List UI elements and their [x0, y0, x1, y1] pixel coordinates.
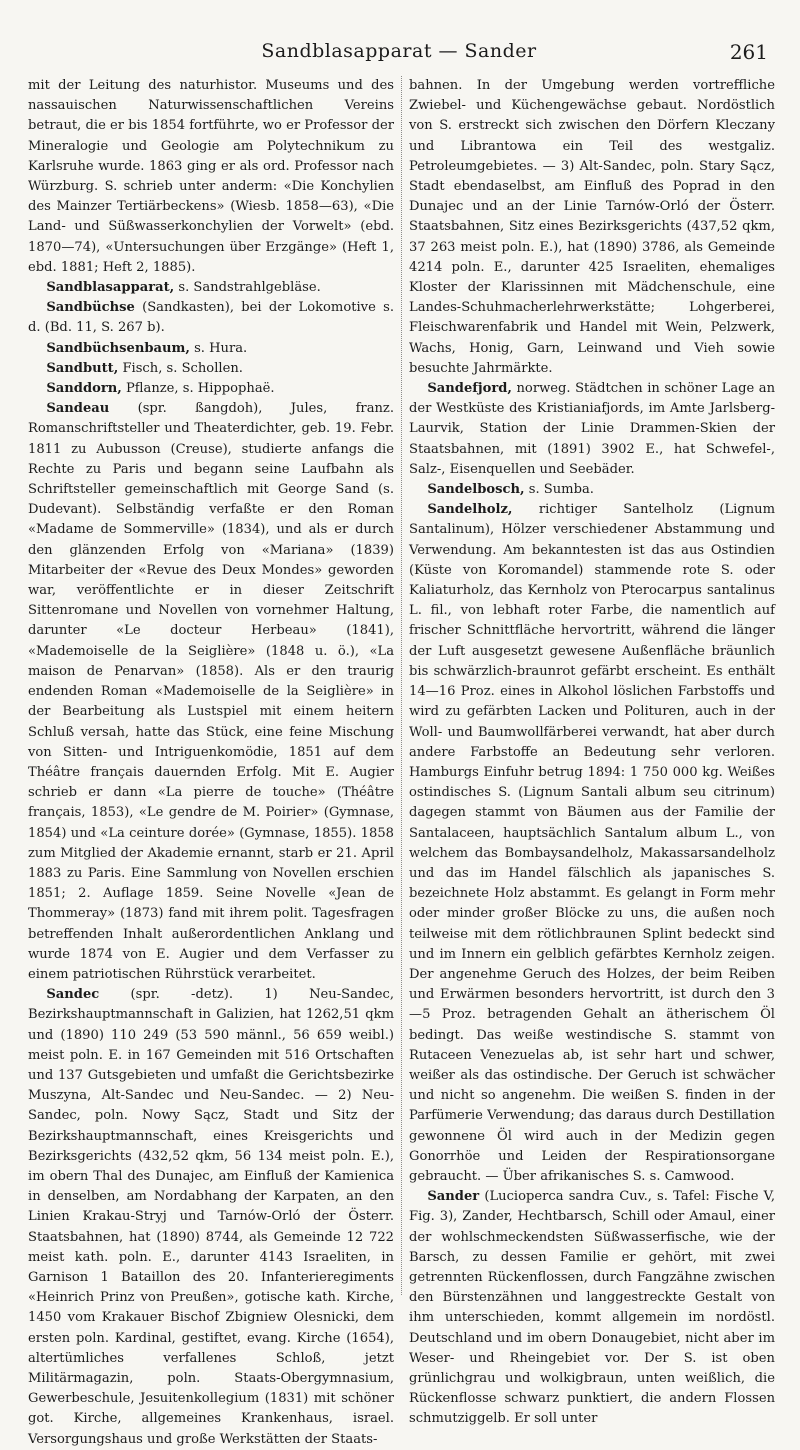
entry-text: s. Hura. — [189, 340, 248, 356]
entry-text: bahnen. In der Umgebung werden vortreffliche Zwiebel- und Küchengewächse gebaut. Nordöstlich von S. erstreckt sich zwischen den Dörfern Kleczany und Librantowa ein Teil des westgaliz. Petroleumgebietes. — 3) Alt-Sandec, poln. Stary Sącz, Stadt ebendaselbst, am Einfluß des Poprad in den Dunajec und an der Linie Tarnów-Orló der Österr. Staatsbahnen, Sitz eines Bezirksgerichts (437,52 qkm, 37 263 meist poln. E.), hat (1890) 3786, als Gemeinde 4214 poln. E., darunter 425 Israeliten, ehemaliges Kloster der Klarissinnen mit Mädchenschule, eine Landes-Schuhmacherlehrwerkstätte; Lohgerberei, Fleischwarenfabrik und Handel mit Wein, Pelzwerk, Wachs, Honig, Garn, Leinwand und Vieh sowie besuchte Jahrmärkte. — [409, 78, 775, 376]
entry-sandeau — [28, 399, 394, 985]
entry-sandelbosch — [409, 480, 775, 500]
entry-sandelholz — [409, 500, 775, 1187]
entry-sandbuechse — [28, 298, 394, 338]
entry-sandbuechsenbaum — [28, 339, 394, 359]
column-divider — [401, 76, 402, 1295]
entry-lemma: Sandeau — [46, 401, 110, 417]
entry-text: (spr. -detz). 1) Neu-Sandec, Bezirkshauptmannschaft in Galizien, hat 1262,51 qkm und (1890) 110 249 (53 590 männl., 56 659 weibl.) meist poln. E. in 167 Gemeinden mit 516 Ortschaften und 137 Gutsgebieten und umfaßt die Gerichtsbezirke Muszyna, Alt-Sandec und Neu-Sandec. — 2) Neu-Sandec, poln. Nowy Sącz, Stadt und Sitz der Bezirkshauptmannschaft, eines Kreisgerichts und Bezirksgerichts (432,52 qkm, 56 134 meist poln. E.), im obern Thal des Dunajec, am Einfluß der Kamienica in denselben, am Nordabhang der Karpaten, an den Linien Krakau-Stryj und Tarnów-Orló der Österr. Staatsbahnen, hat (1890) 8744, als Gemeinde 12 722 meist kath. poln. E., darunter 4143 Israeliten, in Garnison 1 Bataillon des 20. Infanterieregiments «Heinrich Prinz von Preußen», gotische kath. Kirche, 1450 vom Krakauer Bischof Zbigniew Olesnicki, dem ersten poln. Kardinal, gestiftet, evang. Kirche (1654), altertümliches verfallenes Schloß, jetzt Militärmagazin, poln. Staats-Obergymnasium, Gewerbeschule, Jesuitenkollegium (1831) mit schöner got. Kirche, allgemeines Krankenhaus, israel. Versorgungshaus und große Werkstätten der Staats- — [28, 987, 394, 1447]
left-column — [28, 76, 394, 1447]
entry-sander — [409, 1187, 775, 1429]
entry-lemma: Sandbüchse — [46, 300, 135, 316]
right-column — [409, 76, 775, 1427]
text-columns — [28, 76, 775, 1447]
entry-text: (Lucioperca sandra Cuv., s. Tafel: Fische V, Fig. 3), Zander, Hechtbarsch, Schill oder Amaul, einer der wohlschmeckendsten Süßwasserfische, wie der Barsch, zu dessen Familie er gehört, mit zwei getrennten Rückenflossen, durch Fangzähne zwischen den Bürstenzähnen und langgestreckte Gestalt von ihm unterschieden, kommt allgemein im nordöstl. Deutschland und im obern Donaugebiet, nicht aber im Weser- und Rheingebiet vor. Der S. ist oben grünlichgrau und wolkigbraun, unten weißlich, die Rückenflosse schwarz punktiert, die andern Flossen schmutziggelb. Er soll unter — [409, 1189, 775, 1427]
entry-sandbutt — [28, 359, 394, 379]
page-title: Sandblasapparat — Sander — [261, 40, 537, 62]
entry-sandefjord — [409, 379, 775, 480]
entry-text: richtiger Santelholz (Lignum Santalinum), Hölzer verschiedener Abstammung und Verwendung. Am bekanntesten ist das aus Ostindien (Küste von Koromandel) stammende rote S. oder Kaliaturholz, das Kernholz von Pterocarpus santalinus L. fil., von lebhaft roter Farbe, die namentlich auf frischer Schnittfläche hervortritt, während die länger der Luft ausgesetzt gewesene Außenfläche bräunlich bis schwärzlich-braunrot gefärbt erscheint. Es enthält 14—16 Proz. eines in Alkohol löslichen Farbstoffs und wird zu gefärbten Lacken und Polituren, auch in der Woll- und Baumwollfärberei verwandt, hat aber durch andere Farbstoffe an Bedeutung sehr verloren. Hamburgs Einfuhr betrug 1894: 1 750 000 kg. Weißes ostindisches S. (Lignum Santali album seu citrinum) dagegen stammt von Bäumen aus der Familie der Santalaceen, hauptsächlich Santalum album L., von welchem das Bombaysandelholz, Makassarsandelholz und das im Handel fälschlich als japanisches S. bezeichnete Holz abstammt. Es gelangt in Form mehr oder minder großer Blöcke zu uns, die außen noch teilweise mit dem rötlichbraunen Splint bedeckt sind und im Innern ein gelblich gefärbtes Kernholz zeigen. Der angenehme Geruch des Holzes, der beim Reiben und Erwärmen besonders hervortritt, ist durch den 3—5 Proz. betragenden Gehalt an ätherischem Öl bedingt. Das weiße westindische S. stammt von Rutaceen Venezuelas ab, ist sehr hart und schwer, weißer als das ostindische. Der Geruch ist schwächer und nicht so angenehm. Die weißen S. finden in der Parfümerie Verwendung; das daraus durch Destillation gewonnene Öl wird auch in der Medizin gegen Gonorrhöe und Leiden der Respirationsorgane gebraucht. — Über afrikanisches S. s. Camwood. — [409, 502, 775, 1184]
entry-text: (spr. ßangdoh), Jules, franz. Romanschriftsteller und Theaterdichter, geb. 19. Febr. 1811 zu Aubusson (Creuse), studierte anfangs die Rechte zu Paris und begann seine Laufbahn als Schriftsteller gemeinschaftlich mit George Sand (s. Dudevant). Selbständig verfaßte er den Roman «Madame de Sommerville» (1834), und als er durch den glänzenden Erfolg von «Mariana» (1839) Mitarbeiter der «Revue des Deux Mondes» geworden war, veröffentlichte er in dieser Zeitschrift Sittenromane und Novellen von vornehmer Haltung, darunter «Le docteur Herbeau» (1841), «Mademoiselle de la Seiglière» (1848 u. ö.), «La maison de Penarvan» (1858). Als er den traurig endenden Roman «Mademoiselle de la Seiglière» in der Bearbeitung als Lustspiel mit einem heitern Schluß versah, hatte das Stück, eine feine Mischung von Sitten- und Intriguenkomödie, 1851 auf dem Théâtre français dauernden Erfolg. Mit E. Augier schrieb er dann «La pierre de touche» (Théâtre français, 1853), «Le gendre de M. Poirier» (Gymnase, 1854) und «La ceinture dorée» (Gymnase, 1855). 1858 zum Mitglied der Akademie ernannt, starb er 21. April 1883 zu Paris. Eine Sammlung von Novellen erschien 1851; 2. Auflage 1859. Seine Novelle «Jean de Thommeray» (1873) fand mit ihrem polit. Tagesfragen betreffenden Inhalt außerordentlichen Anklang und wurde 1874 von E. Augier und dem Verfasser zu einem patriotischen Rührstück verarbeitet. — [28, 401, 394, 982]
entry-text: Pflanze, s. Hippophaë. — [121, 381, 275, 397]
entry-lemma: Sandelbosch, — [427, 482, 525, 498]
entry-sandblasapparat — [28, 278, 394, 298]
entry-text: Fisch, s. Schollen. — [118, 360, 243, 376]
running-head — [30, 40, 768, 68]
entry-lemma: Sandbüchsenbaum, — [46, 340, 190, 356]
entry-text: norweg. Städtchen in schöner Lage an der Westküste des Kristianiafjords, im Amte Jarlsberg-Laurvik, Station der Linie Drammen-Skien der Staatsbahnen, mit (1891) 3902 E., hat Schwefel-, Salz-, Eisenquellen und Seebäder. — [409, 381, 775, 477]
entry-text: s. Sumba. — [524, 482, 594, 498]
entry-continuation — [28, 76, 394, 278]
entry-sanddorn — [28, 379, 394, 399]
page-number: 261 — [729, 40, 768, 64]
entry-lemma: Sander — [427, 1189, 480, 1205]
entry-text: (Sandkasten), bei der Lokomotive s. d. (Bd. 11, S. 267 b). — [28, 300, 394, 336]
entry-sandec — [28, 985, 394, 1450]
entry-lemma: Sandec — [46, 987, 100, 1003]
entry-lemma: Sandbutt, — [46, 360, 119, 376]
entry-lemma: Sandblasapparat, — [46, 280, 175, 296]
entry-lemma: Sandefjord, — [427, 381, 512, 397]
entry-lemma: Sandelholz, — [427, 502, 513, 518]
entry-text: s. Sandstrahlgebläse. — [174, 280, 321, 296]
entry-text: mit der Leitung des naturhistor. Museums und des nassauischen Naturwissenschaftlichen Vereins betraut, die er bis 1854 fortführte, wo er Professor der Mineralogie und Geologie am Polytechnikum zu Karlsruhe wurde. 1863 ging er als ord. Professor nach Würzburg. S. schrieb unter anderm: «Die Konchylien des Mainzer Tertiärbeckens» (Wiesb. 1858—63), «Die Land- und Süßwasserkonchylien der Vorwelt» (ebd. 1870—74), «Untersuchungen über Erzgänge» (Heft 1, ebd. 1881; Heft 2, 1885). — [28, 78, 394, 275]
entry-lemma: Sanddorn, — [46, 381, 122, 397]
entry-continuation — [409, 76, 775, 379]
